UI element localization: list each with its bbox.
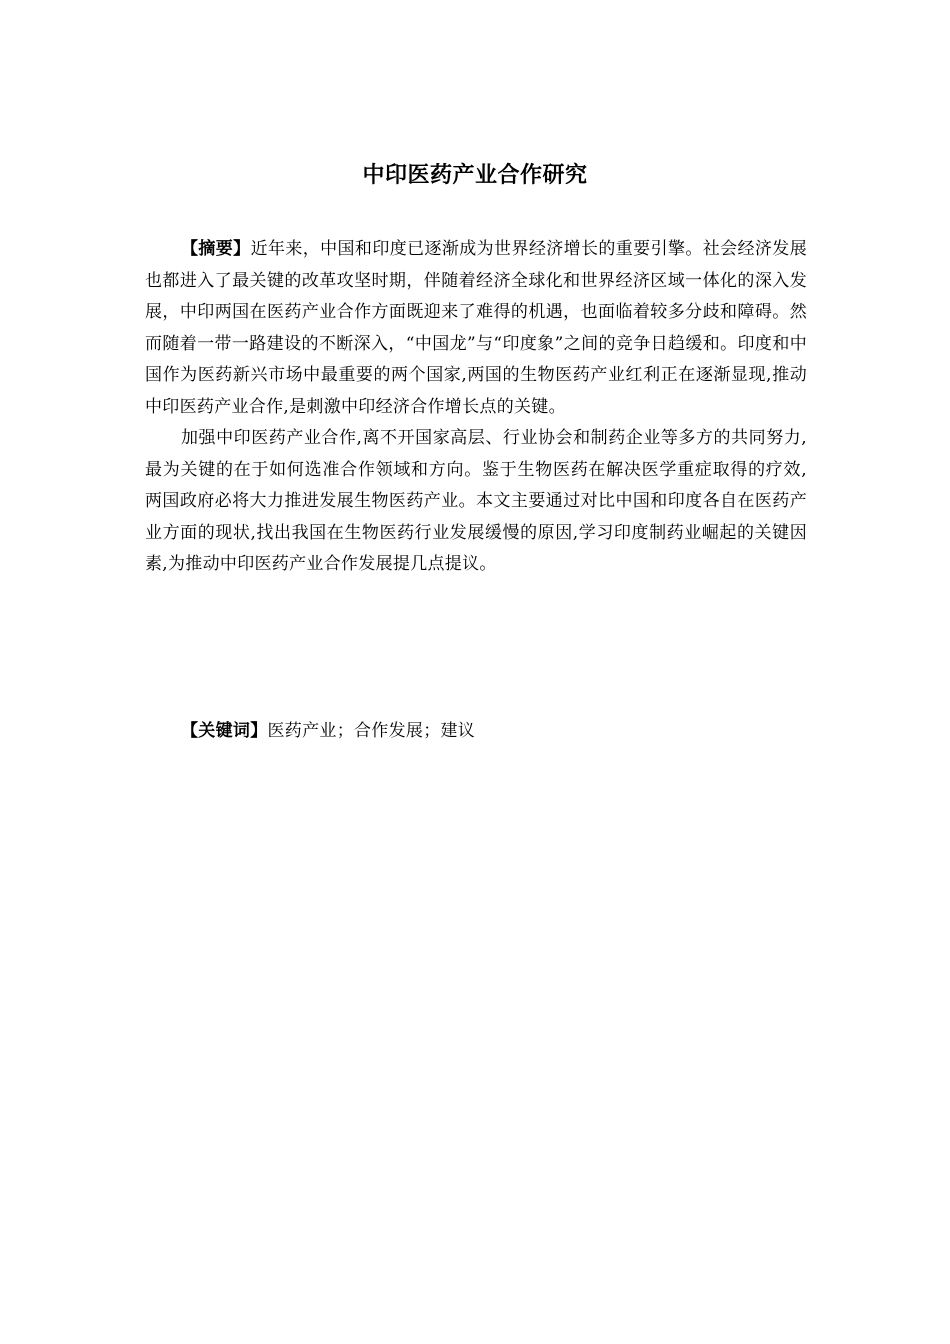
keywords-line (145, 716, 807, 748)
abstract-text-1: 近年来，中国和印度已逐渐成为世界经济增长的重要引擎。社会经济发展也都进入了最关键的改革攻坚时期，伴随着经济全球化和世界经济区域一体化的深入发展，中印两国在医药产业合作方面既迎来了难得的机遇，也面临着较多分歧和障碍。然而随着一带一路建设的不断深入，“中国龙”与“印度象”之间的竞争日趋缓和。印度和中国作为医药新兴市场中最重要的两个国家,两国的生物医药产业红利正在逐渐显现,推动中印医药产业合作,是刺激中印经济合作增长点的关键。 (145, 239, 807, 417)
paper-title: 中印医药产业合作研究 (362, 163, 588, 188)
keywords-section (145, 716, 807, 748)
abstract-label: 【摘要】 (181, 239, 251, 259)
keywords-label: 【关键词】 (181, 721, 268, 741)
abstract-paragraph-2: 加强中印医药产业合作,离不开国家高层、行业协会和制药企业等多方的共同努力,最为关键的在于如何选准合作领域和方向。鉴于生物医药在解决医学重症取得的疗效,两国政府必将大力推进发展生物医药产业。本文主要通过对比中国和印度各自在医药产业方面的现状,找出我国在生物医药行业发展缓慢的原因,学习印度制药业崛起的关键因素,为推动中印医药产业合作发展提几点提议。 (145, 428, 807, 574)
keywords-text: 医药产业；合作发展；建议 (267, 721, 476, 741)
abstract-section (145, 234, 807, 581)
abstract-paragraph-1 (145, 234, 807, 423)
